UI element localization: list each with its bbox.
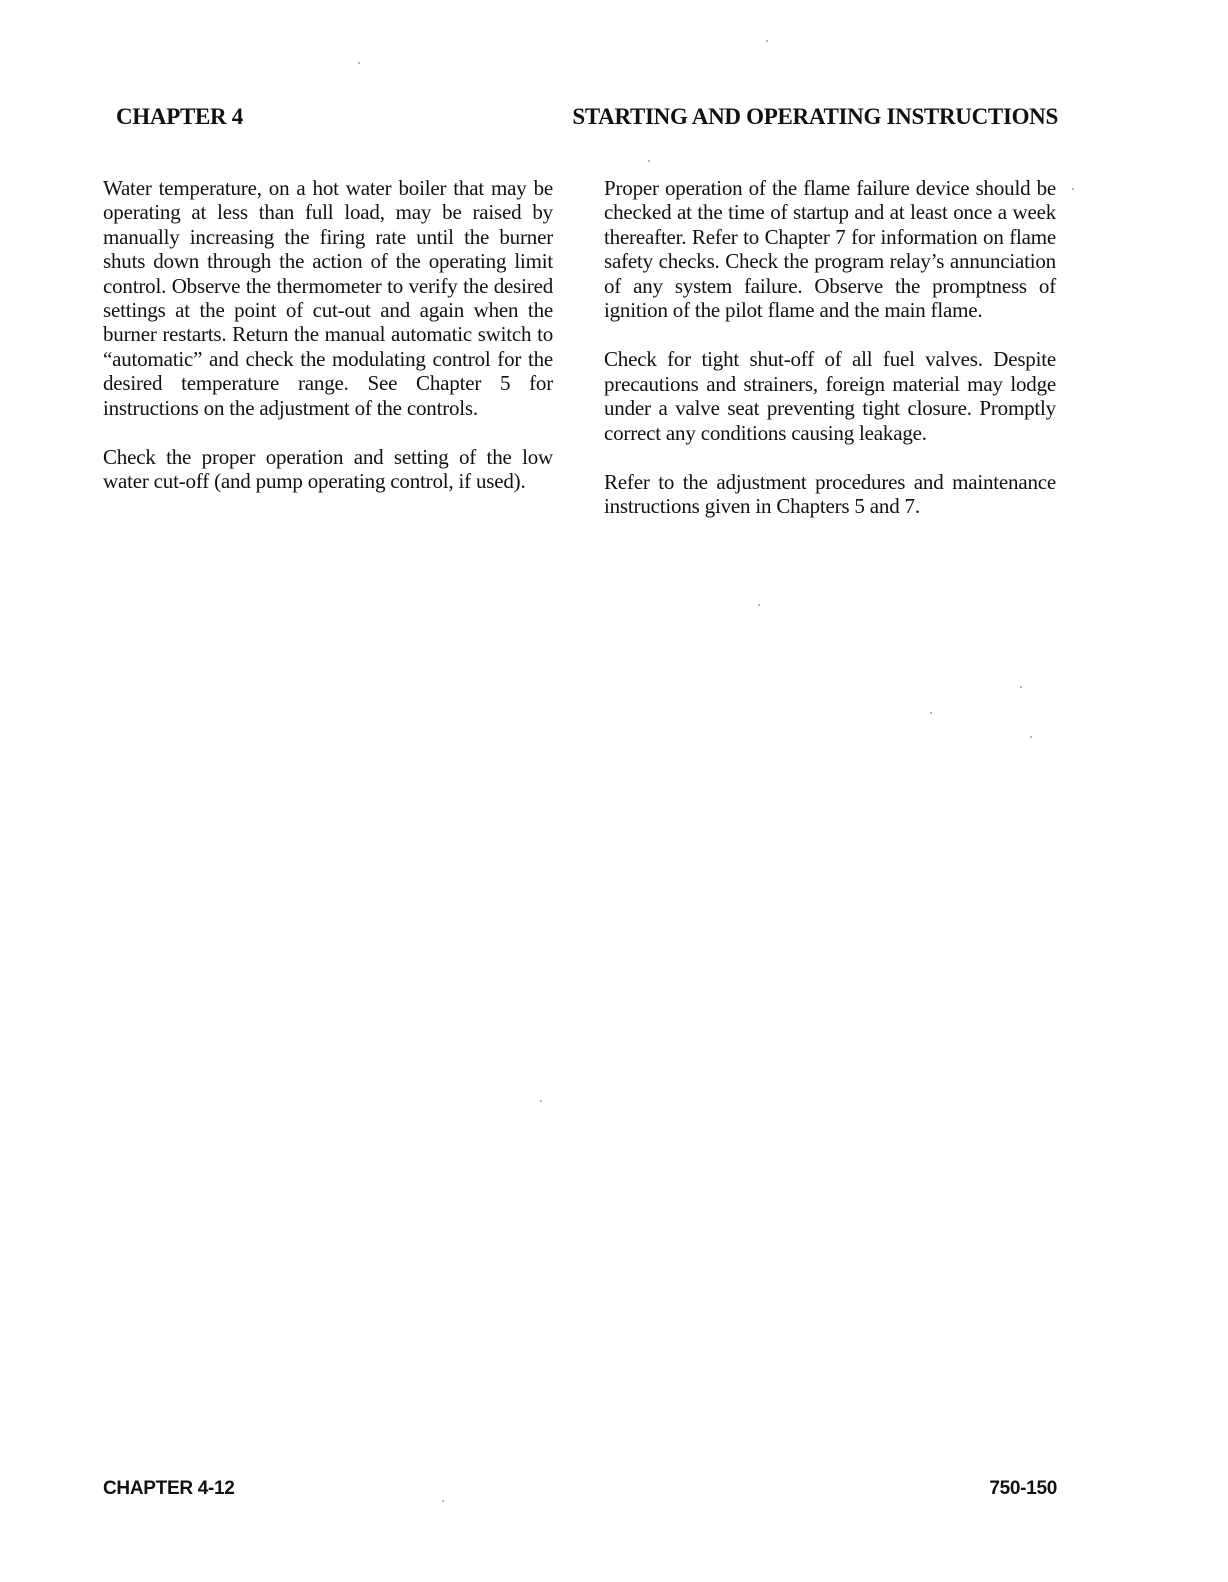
left-column	[103, 176, 553, 519]
document-number: 750-150	[989, 1478, 1057, 1499]
paragraph-fuel-valves: Check for tight shut-off of all fuel valves. Despite precautions and strainers, foreign material may lodge under a valve seat preventing tight closure. Promptly correct any conditions causing leakage.	[604, 347, 1056, 445]
chapter-label: CHAPTER 4	[116, 104, 244, 129]
right-column	[604, 176, 1056, 544]
scan-speck	[1020, 686, 1022, 688]
page-footer	[103, 1478, 1057, 1504]
section-title: STARTING AND OPERATING INSTRUCTIONS	[572, 104, 1058, 129]
scan-speck	[1072, 188, 1074, 190]
page-number: CHAPTER 4-12	[103, 1478, 235, 1499]
scan-speck	[758, 604, 760, 606]
scan-speck	[930, 712, 932, 714]
paragraph-low-water-cutoff: Check the proper operation and setting of the low water cut-off (and pump operating control, if used).	[103, 445, 553, 494]
paragraph-adjustment-procedures: Refer to the adjustment procedures and maintenance instructions given in Chapters 5 and 7.	[604, 470, 1056, 519]
scan-speck	[648, 160, 650, 162]
scan-speck	[1030, 736, 1032, 738]
scan-speck	[358, 62, 360, 64]
scan-speck	[442, 1500, 444, 1502]
paragraph-water-temperature: Water temperature, on a hot water boiler that may be operating at less than full load, may be raised by manually increasing the firing rate until the burner shuts down through the action of the operating limit control. Observe the thermometer to verify the desired settings at the point of cut-out and again when the burner restarts. Return the manual automatic switch to “automatic” and check the modulating control for the desired temperature range. See Chapter 5 for instructions on the adjustment of the controls.	[103, 176, 553, 420]
scan-speck	[766, 40, 768, 42]
scan-speck	[540, 1100, 542, 1102]
page-header	[116, 104, 1058, 140]
paragraph-flame-failure: Proper operation of the flame failure device should be checked at the time of startup and at least once a week thereafter. Refer to Chapter 7 for information on flame safety checks. Check the program relay’s annunciation of any system failure. Observe the promptness of ignition of the pilot flame and the main flame.	[604, 176, 1056, 323]
